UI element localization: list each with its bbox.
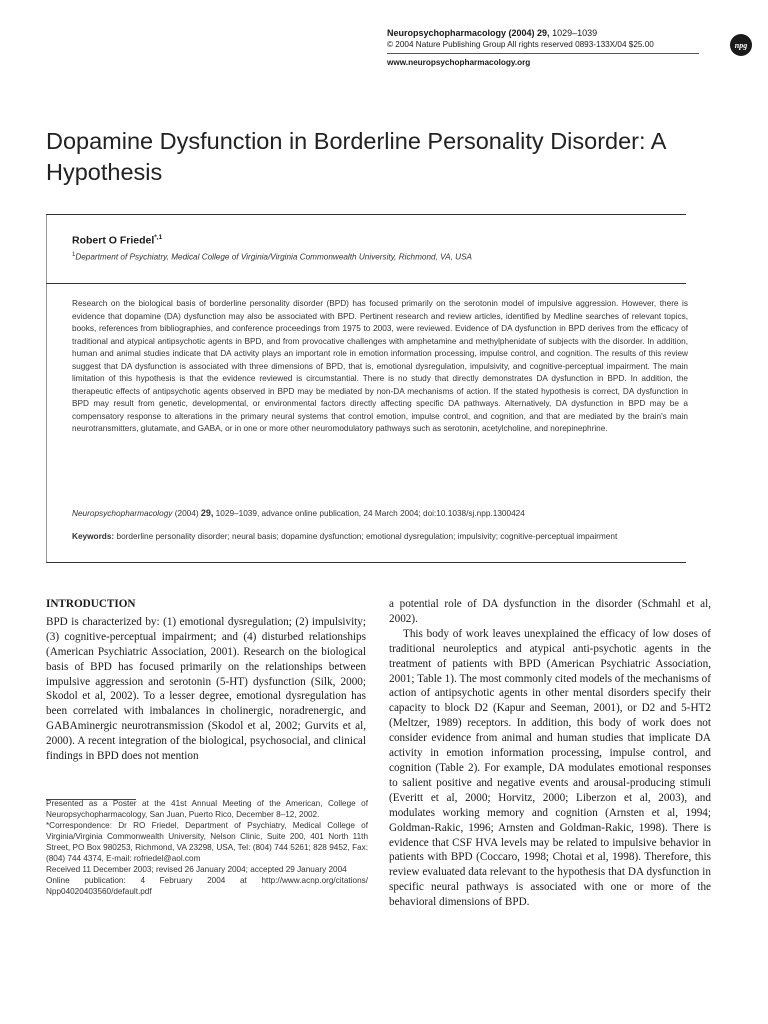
- body-column-left: [46, 597, 366, 764]
- author-name-text: Robert O Friedel: [72, 234, 155, 247]
- author-marks: *,1: [154, 234, 163, 241]
- author-affiliation: [72, 252, 472, 262]
- body-column-right: [389, 597, 711, 910]
- citation-volume: 29,: [200, 508, 214, 518]
- citation-journal: Neuropsychopharmacology: [72, 509, 173, 518]
- affiliation-mark: 1: [72, 252, 76, 258]
- header-divider: [387, 53, 699, 54]
- keywords: [72, 531, 688, 543]
- margin-line-abstract: [46, 283, 47, 563]
- abstract: Research on the biological basis of borderline personality disorder (BPD) has focused primarily on the serotonin model of impulsive aggression. However, there is evidence that dopamine (DA) dysfunction may also be associated with BPD. Pertinent research and review articles, identified by Medline searches of relevant topics, books, references from bibliographies, and conference proceedings from 1975 to 2003, were reviewed. Evidence of DA dysfunction in BPD derives from the efficacy of traditional and atypical antipsychotic agents in BPD, and from provocative challenges with amphetamine and methylphenidate of subjects with the disorder. In addition, human and animal studies indicate that DA activity plays an important role in emotion information processing, impulse control, and cognition. The results of this review suggest that DA dysfunction is associated with three dimensions of BPD, that is, emotional dysregulation, impulsivity, and cognitive-perceptual impairment. The main limitation of this hypothesis is that the evidence reviewed is circumstantial. There is no study that directly demonstrates DA dysfunction in BPD. In addition, the therapeutic effects of antipsychotic agents observed in BPD may be mediated by non-DA mechanisms of action. If the stated hypothesis is correct, DA dysfunction in BPD may result from genetic, developmental, or environmental factors directly affecting specific DA pathways. Alternatively, DA dysfunction in BPD may be a compensatory response to alterations in the primary neural systems that control emotion, impulse control, and cognition, and that are mediated by the brain's main neurotransmitters, glutamate, and GABA, or in one or more other neuromodulatory pathways such as serotonin, acetylcholine, and norepinephrine.: [72, 299, 688, 434]
- footnote-online-publication: Online publication: 4 February 2004 at http://www.acnp.org/citations/ Npp04020403560/default.pdf: [46, 876, 368, 896]
- author-top-divider: [46, 214, 686, 215]
- journal-pages: 1029–1039: [549, 28, 598, 38]
- journal-url[interactable]: www.neuropsychopharmacology.org: [387, 58, 531, 67]
- footnote-received: Received 11 December 2003; revised 26 January 2004; accepted 29 January 2004: [46, 865, 347, 874]
- margin-line-author: [46, 214, 47, 284]
- keywords-divider: [46, 562, 686, 563]
- intro-paragraph-1: BPD is characterized by: (1) emotional dysregulation; (2) impulsivity; (3) cognitive-perceptual impairment; and (4) disturbed relationships (American Psychiatric Association, 2001). Research on the biological basis of BPD has focused primarily on the relationships between impulsive aggression and serotonin (5-HT) dysfunction (Silk, 2000; Skodol et al, 2002). To a lesser degree, emotional dysregulation has been correlated with imbalances in cholinergic, noradrenergic, and GABAminergic neurotransmission (Skodol et al, 2002; Gurvits et al, 2000). A recent integration of the biological, psychosocial, and clinical findings in BPD does not mention: [46, 615, 366, 763]
- footnotes: [46, 798, 368, 897]
- npg-logo: npg: [730, 34, 752, 56]
- journal-header: [387, 27, 707, 69]
- footnote-correspondence: *Correspondence: Dr RO Friedel, Department of Psychiatry, Medical College of Virginia/Virginia Commonwealth University, Nelson Clinic, Suite 200, 401 North 11th Street, PO Box 980253, Richmond, VA 23298, USA, Tel: (804) 744 5261; 828 9452, Fax: (804) 744 4374, E-mail: rofriedel@aol.com: [46, 821, 368, 863]
- copyright-line: © 2004 Nature Publishing Group All rights reserved 0893-133X/04 $25.00: [387, 40, 654, 49]
- author-bottom-divider: [46, 283, 686, 284]
- article-title: Dopamine Dysfunction in Borderline Personality Disorder: A Hypothesis: [46, 128, 666, 185]
- article-citation: [72, 508, 688, 518]
- section-heading-introduction: INTRODUCTION: [46, 598, 136, 610]
- footnote-poster: Presented as a Poster at the 41st Annual Meeting of the American, College of Neuropsychopharmacology, San Juan, Puerto Rico, December 8–12, 2002.: [46, 799, 368, 819]
- keywords-text: borderline personality disorder; neural basis; dopamine dysfunction; emotional dysregulation; impulsivity; cognitive-perceptual impairment: [114, 532, 618, 541]
- citation-details[interactable]: 1029–1039, advance online publication, 24 March 2004; doi:10.1038/sj.npp.1300424: [213, 509, 525, 518]
- intro-paragraph-2: This body of work leaves unexplained the efficacy of low doses of traditional neuroleptics and atypical anti-psychotic agents in the treatment of patients with BPD (American Psychiatric Association, 2001; Table 1). The most commonly cited models of the mechanisms of action of antipsychotic agents in other mental disorders specify their capacity to block D2 (Kapur and Seeman, 2001), or D2 and 5-HT2 (Meltzer, 1989) receptors. In addition, this body of work does not consider evidence from animal and human studies that implicate DA activity in emotion information processing, impulse control, and cognition (Table 2). For example, DA modulates emotional responses to salient positive and negative events and arousal-producing stimuli (Everitt et al, 2000; Horvitz, 2000; Liberzon et al, 2003), and modulates working memory and cognition (Arnsten et al, 1994; Goldman-Rakic, 1996; Arnsten and Goldman-Rakic, 1998). There is evidence that CSF HVA levels may be related to impulsive behavior in patients with BPD (Coccaro, 1998; Chotai et al, 1998). Therefore, this review evaluated data relevant to the hypothesis that DA dysfunction in specific neural pathways is associated with one or more of the behavioral dimensions of BPD.: [389, 627, 711, 909]
- intro-paragraph-continued: a potential role of DA dysfunction in the disorder (Schmahl et al, 2002).: [389, 598, 711, 625]
- journal-citation: [387, 27, 707, 39]
- affiliation-text: Department of Psychiatry, Medical College of Virginia/Virginia Commonwealth University, Richmond, VA, USA: [75, 252, 472, 262]
- author-name: [72, 234, 162, 247]
- journal-name-volume: Neuropsychopharmacology (2004) 29,: [387, 28, 550, 38]
- keywords-label: Keywords:: [72, 532, 115, 541]
- citation-year: (2004): [172, 509, 201, 518]
